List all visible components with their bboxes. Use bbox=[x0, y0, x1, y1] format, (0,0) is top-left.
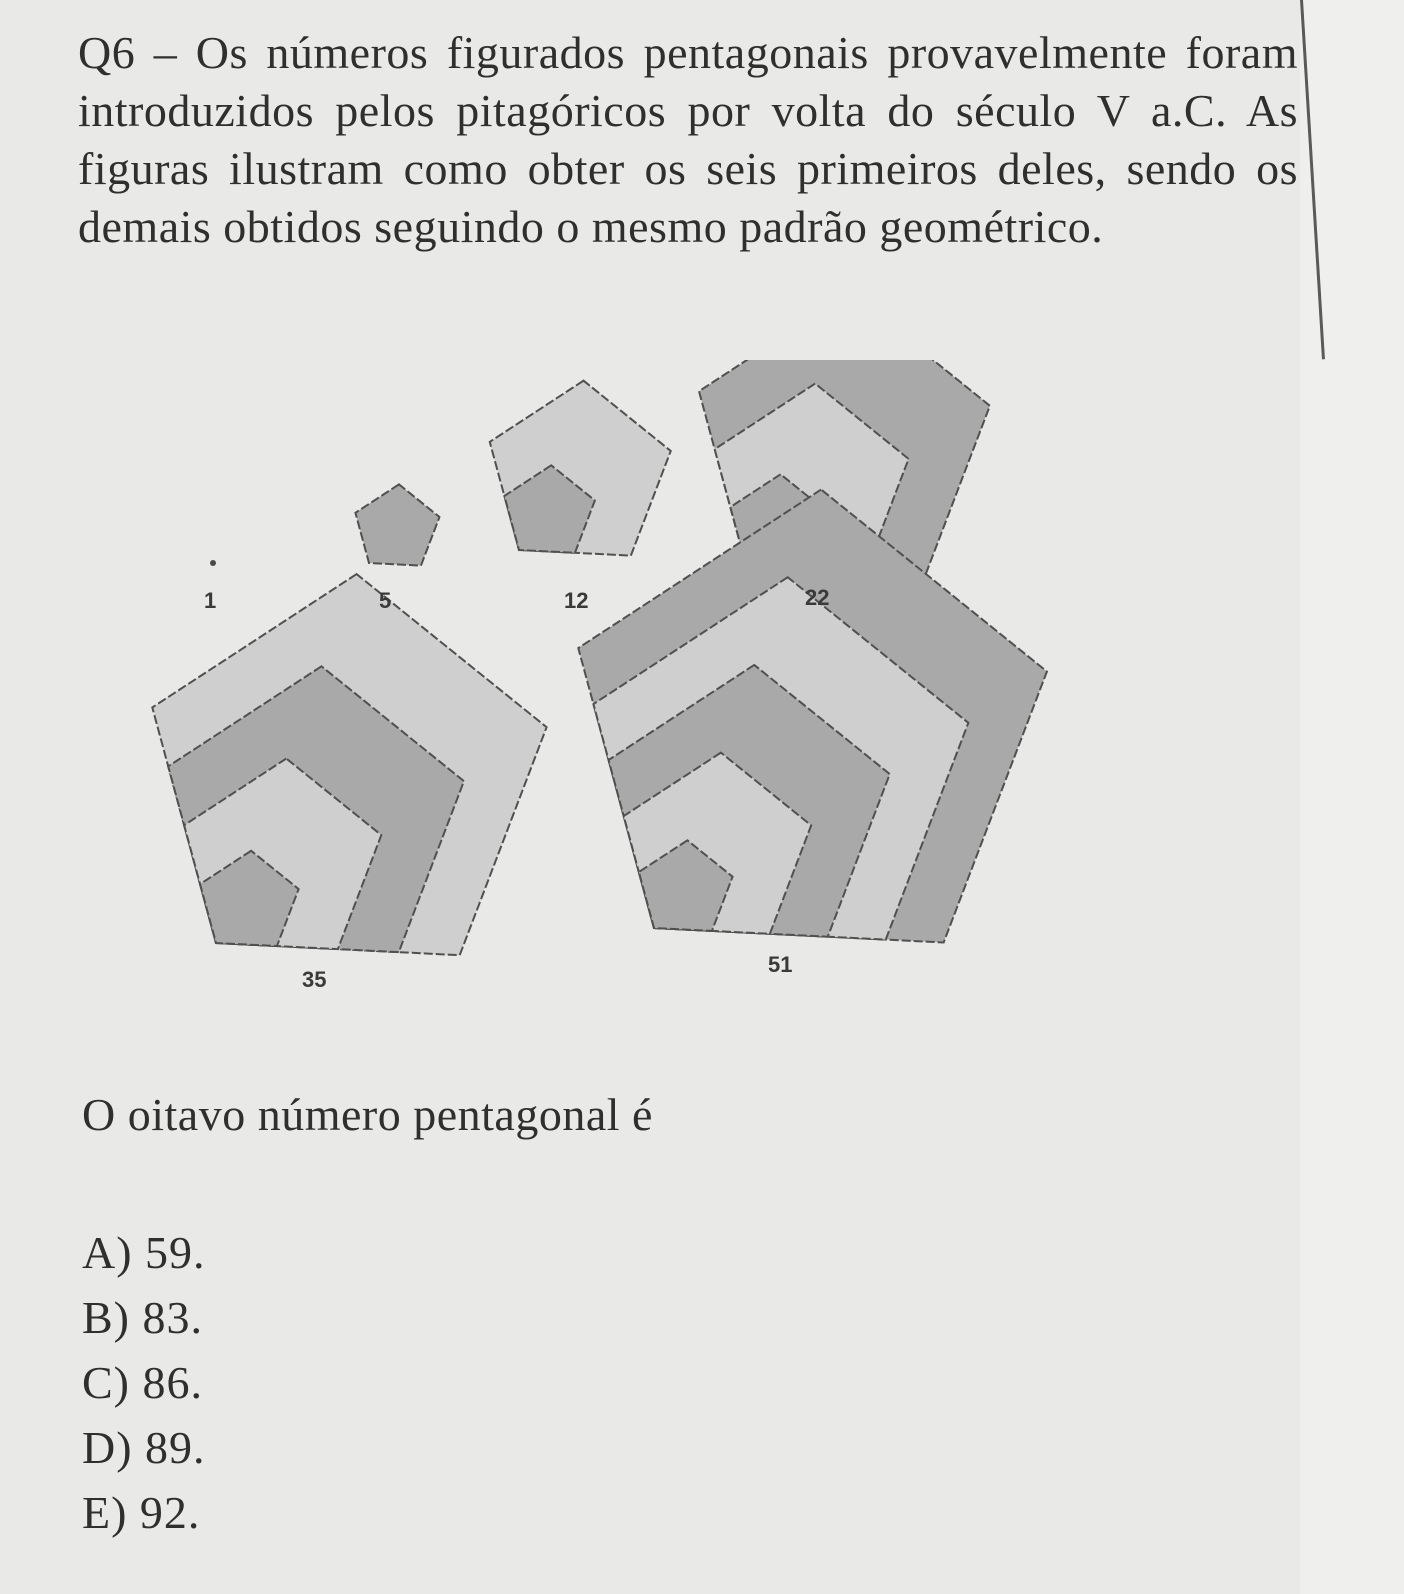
pentagonal-figures bbox=[0, 360, 1404, 1010]
figure-5-layer-2 bbox=[355, 484, 439, 565]
option-value: 59. bbox=[145, 1227, 206, 1278]
option-letter: D) bbox=[82, 1422, 133, 1473]
answer-options bbox=[82, 1220, 206, 1545]
option-value: 83. bbox=[142, 1292, 203, 1343]
option-letter: E) bbox=[82, 1487, 128, 1538]
question-id: Q6 bbox=[78, 27, 136, 78]
option-letter: B) bbox=[82, 1292, 130, 1343]
option-b[interactable] bbox=[82, 1285, 206, 1350]
figure-label-35: 35 bbox=[302, 967, 327, 992]
figure-label-5: 5 bbox=[379, 588, 392, 613]
question-text bbox=[78, 24, 1298, 256]
question-body: – Os números figurados pentagonais provavelmente foram introduzidos pelos pitagóricos por volta do século V a.C. As figuras ilustram como obter os seis primeiros deles, sendo os demais obtidos seguindo o mesmo padrão geométrico. bbox=[78, 27, 1298, 252]
figure-label-51: 51 bbox=[768, 952, 793, 977]
option-letter: A) bbox=[82, 1227, 133, 1278]
option-value: 92. bbox=[139, 1487, 201, 1538]
figure-label-1: 1 bbox=[204, 588, 217, 613]
option-c[interactable] bbox=[82, 1350, 206, 1415]
option-a[interactable] bbox=[82, 1220, 206, 1285]
option-value: 86. bbox=[142, 1357, 203, 1408]
figure-label-12: 12 bbox=[564, 588, 589, 613]
option-letter: C) bbox=[82, 1357, 130, 1408]
option-d[interactable] bbox=[82, 1415, 206, 1480]
option-e[interactable] bbox=[82, 1480, 206, 1545]
question-prompt: O oitavo número pentagonal é bbox=[82, 1089, 653, 1140]
option-value: 89. bbox=[145, 1422, 206, 1473]
figure-label-22: 22 bbox=[805, 585, 830, 610]
figure-dot-1 bbox=[210, 560, 216, 566]
pentagon-diagram bbox=[0, 360, 1404, 1010]
